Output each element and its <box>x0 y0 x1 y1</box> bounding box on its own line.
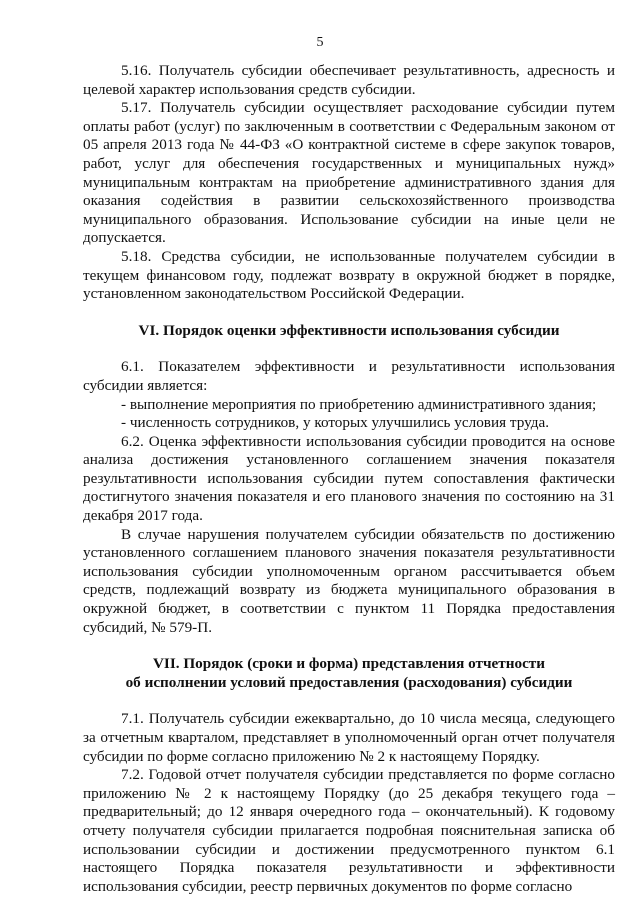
section-heading: VII. Порядок (сроки и форма) представления отчетности <box>152 655 546 673</box>
paragraph: 5.18. Средства субсидии, не использованные получателем субсидии в текущем финансовом году, подлежат возврату в окружной бюджет в порядке, установленном законодательством Российской Федерации. <box>83 247 615 303</box>
list-item: - выполнение мероприятия по приобретению административного здания; <box>121 395 597 413</box>
paragraph: 5.17. Получатель субсидии осуществляет расходование субсидии путем оплаты работ (услуг) по заключенным в соответствии с Федеральным законом от 05 апреля 2013 года № 44-ФЗ «О контрактной системе в сфере закупок товаров, работ, услуг для обеспечения государственных и муниципальных нужд» муниципальным контрактам на приобретение административного здания для оказания содействия в развитии сельскохозяйственного производства муниципального образования. Использование субсидии на иные цели не допускается. <box>83 99 615 247</box>
section-gap <box>83 692 615 710</box>
paragraph: В случае нарушения получателем субсидии обязательств по достижению установленного соглашением планового значения показателя результативности использования субсидии уполномоченным органом рассчитывается объем средств, подлежащий возврату из бюджета муниципального образования в окружной бюджет, в соответствии с пунктом 11 Порядка предоставления субсидий, № 579-П. <box>83 525 615 636</box>
section-gap <box>83 304 615 322</box>
section-gap <box>83 637 615 655</box>
document-body <box>83 62 615 896</box>
paragraph: 6.1. Показателем эффективности и результативности использования субсидии является: <box>83 358 615 394</box>
list-item: - численность сотрудников, у которых улучшились условия труда. <box>121 414 549 432</box>
paragraph: 5.16. Получатель субсидии обеспечивает результативность, адресность и целевой характер использования средств субсидии. <box>83 62 615 98</box>
paragraph: 7.2. Годовой отчет получателя субсидии представляется по форме согласно приложению № 2 к настоящему Порядку (до 25 декабря текущего года – предварительный; до 12 января очередного года – окончательный). К годовому отчету получателя субсидии прилагается подробная пояснительная записка об использовании субсидии и достижении предусмотренного пунктом 6.1 настоящего Порядка показателя результативности и эффективности использования субсидии, реестр первичных документов по форме согласно <box>83 766 615 895</box>
paragraph: 7.1. Получатель субсидии ежеквартально, до 10 числа месяца, следующего за отчетным кварталом, представляет в уполномоченный орган отчет получателя субсидии по форме согласно приложению № 2 к настоящему Порядку. <box>83 710 615 765</box>
paragraph: 6.2. Оценка эффективности использования субсидии проводится на основе анализа достижения установленного соглашением значения показателя результативности использования субсидии путем сопоставления фактически достигнутого значения показателя и его планового значения по состоянию на 31 декабря 2017 года. <box>83 432 615 525</box>
page-number: 5 <box>316 35 324 50</box>
section-gap <box>83 340 615 358</box>
section-heading: VI. Порядок оценки эффективности использования субсидии <box>138 321 560 339</box>
section-heading: об исполнении условий предоставления (расходования) субсидии <box>125 673 573 691</box>
